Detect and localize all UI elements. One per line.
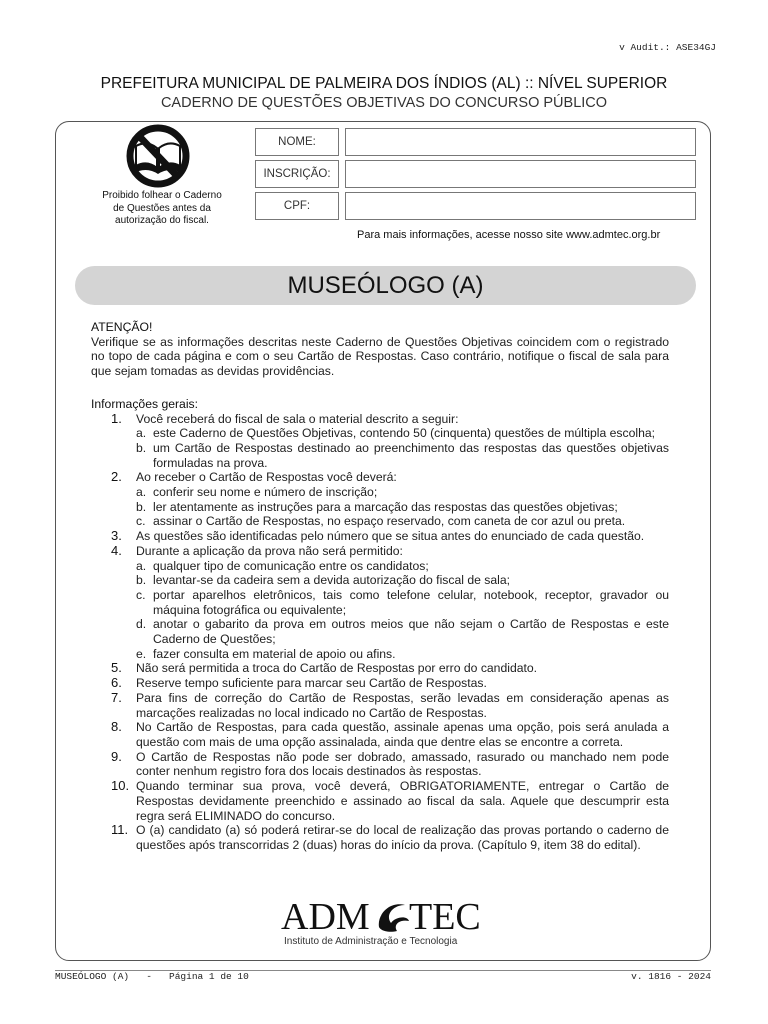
instruction-text: Você receberá do fiscal de sala o material descrito a seguir: (136, 411, 459, 426)
name-field[interactable] (345, 128, 696, 156)
instruction-subitem (91, 441, 669, 470)
subitem-text: assinar o Cartão de Respostas, no espaço reservado, com caneta de cor azul ou preta. (153, 514, 626, 529)
subitem-text: este Caderno de Questões Objetivas, contendo 50 (cinquenta) questões de múltipla escolha; (153, 426, 656, 441)
instruction-item (91, 470, 669, 485)
instruction-subitem (91, 559, 669, 574)
subitem-letter: b. (136, 573, 147, 588)
instruction-item (91, 823, 669, 852)
subitem-letter: a. (136, 558, 147, 573)
more-info-text: Para mais informações, acesse nosso site www.admtec.org.br (357, 229, 661, 241)
instruction-subitem (91, 588, 669, 617)
instruction-text: As questões são identificadas pelo número que se situa antes do enunciado de cada questão. (136, 529, 645, 544)
cpf-field[interactable] (345, 192, 696, 220)
instruction-text: No Cartão de Respostas, para cada questão, assinale apenas uma opção, pois será anulada a questão com mais de uma opção assinalada, ainda que dentre elas se encontre a correta. (136, 720, 669, 749)
logo-left: ADM (281, 896, 370, 938)
logo-tagline: Instituto de Administração e Tecnologia (284, 936, 458, 947)
instruction-item (91, 691, 669, 720)
header-title: PREFEITURA MUNICIPAL DE PALMEIRA DOS ÍNDIOS (AL) :: NÍVEL SUPERIOR (100, 75, 668, 92)
subitem-letter: e. (136, 646, 147, 661)
subitem-letter: c. (136, 514, 146, 529)
subitem-letter: d. (136, 617, 147, 632)
job-title: MUSEÓLOGO (A) (75, 266, 696, 305)
subitem-text: qualquer tipo de comunicação entre os candidatos; (153, 558, 429, 573)
subitem-text: um Cartão de Respostas destinado ao preenchimento das respostas das questões objetivas formuladas na prova. (153, 440, 669, 470)
instruction-number: 2. (111, 469, 122, 485)
instruction-item (91, 661, 669, 676)
instruction-item (91, 544, 669, 559)
instruction-number: 11. (111, 822, 129, 838)
instruction-number: 1. (111, 410, 122, 426)
instruction-text: Ao receber o Cartão de Respostas você deverá: (136, 470, 397, 485)
instruction-number: 10. (111, 778, 130, 794)
instruction-number: 6. (111, 675, 122, 691)
subitem-text: levantar-se da cadeira sem a devida autorização do fiscal de sala; (153, 573, 511, 588)
footer-left: MUSEÓLOGO (A) - Página 1 de 10 (55, 971, 249, 982)
subitem-letter: c. (136, 587, 146, 602)
subitem-text: conferir seu nome e número de inscrição; (153, 485, 378, 500)
subitem-text: fazer consulta em material de apoio ou afins. (153, 646, 396, 661)
general-heading: Informações gerais: (91, 396, 199, 411)
instruction-item (91, 529, 669, 544)
warning-text: Proibido folhear o Caderno de Questões antes da autorização do fiscal. (102, 190, 222, 226)
instruction-subitem (91, 573, 669, 588)
instruction-number: 5. (111, 660, 122, 676)
audit-code: v Audit.: ASE34GJ (619, 42, 716, 53)
registration-label: INSCRIÇÃO: (255, 160, 339, 188)
attention-text: Verifique se as informações descritas neste Caderno de Questões Objetivas coincidem com o registrado no topo de cada página e com o seu Cartão de Respostas. Caso contrário, notifique o fiscal de sala para que sejam tomadas as devidas providências. (91, 334, 669, 379)
instruction-item (91, 412, 669, 427)
instruction-item (91, 676, 669, 691)
instruction-number: 3. (111, 528, 122, 544)
instruction-subitem (91, 500, 669, 515)
instruction-text: Reserve tempo suficiente para marcar seu Cartão de Respostas. (136, 676, 487, 691)
no-open-book-icon (122, 124, 194, 190)
instruction-number: 8. (111, 719, 122, 735)
instruction-subitem (91, 617, 669, 646)
header-subtitle: CADERNO DE QUESTÕES OBJETIVAS DO CONCURSO PÚBLICO (160, 95, 608, 111)
subitem-letter: a. (136, 485, 147, 500)
name-label: NOME: (255, 128, 339, 156)
subitem-text: ler atentamente as instruções para a marcação das respostas das questões objetivas; (153, 499, 618, 514)
instruction-number: 4. (111, 542, 122, 558)
subitem-letter: a. (136, 426, 147, 441)
instruction-text: Para fins de correção do Cartão de Respostas, serão levadas em consideração apenas as marcações realizadas no local indicado no Cartão de Respostas. (136, 690, 669, 720)
instruction-text: O Cartão de Respostas não pode ser dobrado, amassado, rasurado ou manchado nem pode conter nenhum registro fora dos locais destinados às respostas. (136, 749, 669, 779)
instruction-subitem (91, 514, 669, 529)
instruction-item (91, 779, 669, 823)
registration-field[interactable] (345, 160, 696, 188)
subitem-text: anotar o gabarito da prova em outros meios que não sejam o Cartão de Respostas e este Caderno de Questões; (153, 617, 669, 647)
instruction-subitem (91, 647, 669, 662)
subitem-text: portar aparelhos eletrônicos, tais como telefone celular, notebook, receptor, gravador ou máquina fotográfica ou equivalente; (153, 587, 669, 617)
instructions (91, 320, 669, 853)
footer-right: v. 1816 - 2024 (631, 971, 711, 982)
instruction-text: Não será permitida a troca do Cartão de Respostas por erro do candidato. (136, 661, 538, 676)
cpf-label: CPF: (255, 192, 339, 220)
instruction-item (91, 750, 669, 779)
instruction-number: 7. (111, 689, 122, 705)
instruction-number: 9. (111, 748, 122, 764)
general-items (91, 412, 669, 853)
instruction-subitem (91, 426, 669, 441)
instruction-text: Durante a aplicação da prova não será permitido: (136, 543, 403, 558)
instruction-text: Quando terminar sua prova, você deverá, OBRIGATORIAMENTE, entregar o Cartão de Respostas devidamente preenchido e assinado ao fiscal da sala. Aquele que descumprir esta regra será ELIMINADO do concurso. (136, 779, 669, 823)
instruction-item (91, 720, 669, 749)
admtec-logo-mark (281, 893, 491, 947)
logo-right: TEC (409, 896, 481, 938)
subitem-letter: b. (136, 440, 147, 455)
instruction-subitem (91, 485, 669, 500)
admtec-logo (281, 893, 491, 947)
attention-heading: ATENÇÃO! (91, 320, 153, 334)
instruction-text: O (a) candidato (a) só poderá retirar-se do local de realização das provas portando o caderno de questões após transcorridas 2 (duas) horas do início da prova. (Capítulo 9, item 38 do edital). (136, 823, 669, 852)
subitem-letter: b. (136, 499, 147, 514)
